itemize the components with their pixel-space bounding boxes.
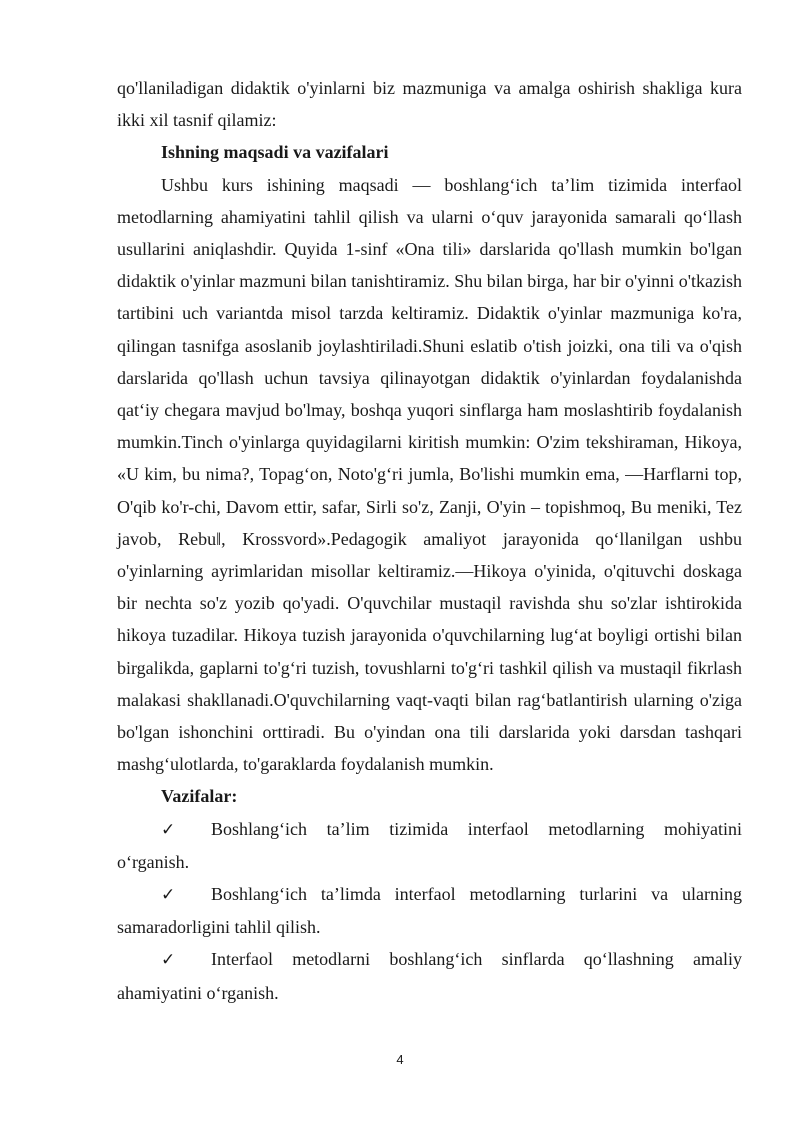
main-paragraph: Ushbu kurs ishining maqsadi — boshlang‘ich ta’lim tizimida interfaol metodlarning ahamiyatini tahlil qilish va ularni o‘quv jarayonida samarali qo‘llash usullarini aniqlashdir. Quyida 1-sinf «Ona tili» darslarida qo'llash mumkin bo'lgan didaktik o'yinlar mazmuni bilan tanishtiramiz. Shu bilan birga, har bir o'yinni o'tkazish tartibini uch variantda misol tarzda keltiramiz. Didaktik o'yinlar mazmuniga ko'ra, qilingan tasnifga asoslanib joylashtiriladi.Shuni eslatib o'tish joizki, ona tili va o'qish darslarida qo'llash uchun tavsiya qilinayotgan didaktik o'yinlardan foydalanishda qat‘iy chegara mavjud bo'lmay, boshqa yuqori sinflarga ham moslashtirib foydalanish mumkin.Tinch o'yinlarga quyidagilarni kiritish mumkin: O'zim tekshiraman, Hikoya, «U kim, bu nima?, Topag‘on, Noto'g‘ri jumla, Bo'lishi mumkin ema, —Harflarni top, O'qib ko'r-chi, Davom ettir, safar, Sirli so'z, Zanji, O'yin – topishmoq, Bu meniki, Tez javob, Rebu‖, Krossvord».Pedagogik amaliyot jarayonida qo‘llanilgan ushbu o'yinlarning ayrimlaridan misollar keltiramiz.—Hikoya o'yinida, o'qituvchi doskaga bir nechta so'z yozib qo'yadi. O'quvchilar mustaqil ravishda shu so'zlar ishtirokida hikoya tuzadilar. Hikoya tuzish jarayonida o'quvchilarning lug‘at boyligi ortishi bilan birgalikda, gaplarni to'g‘ri tuzish, tovushlarni to'g‘ri tashkil qilish va mustaqil fikrlash malakasi shakllanadi.O'quvchilarning vaqt-vaqti bilan rag‘batlantirish ularning o'ziga bo'lgan ishonchini orttiradi. Bu o'yindan ona tili darslarida yoki darsdan tashqari mashg‘ulotlarda, to'garaklarda foydalanish mumkin.: [117, 174, 742, 775]
checkmark-icon: ✓: [161, 885, 176, 906]
task-item-text: Boshlang‘ich ta’limda interfaol metodlarning turlarini va ularning samaradorligini tahlil qilish.: [117, 884, 742, 938]
task-item: [117, 813, 742, 878]
page-number: 4: [396, 1052, 404, 1067]
intro-paragraph: qo'llaniladigan didaktik o'yinlarni biz mazmuniga va amalga oshirish shakliga kura ikki xil tasnif qilamiz:: [117, 78, 742, 131]
checkmark-icon: ✓: [161, 950, 176, 971]
section-heading: Ishning maqsadi va vazifalari: [161, 142, 389, 163]
checkmark-icon: ✓: [161, 819, 176, 840]
task-item-text: Boshlang‘ich ta’lim tizimida interfaol metodlarning mohiyatini o‘rganish.: [117, 818, 742, 872]
page-content: [117, 72, 742, 1009]
tasks-heading: Vazifalar:: [161, 786, 238, 807]
task-item: [117, 878, 742, 943]
task-item-text: Interfaol metodlarni boshlang‘ich sinflarda qo‘llashning amaliy ahamiyatini o‘rganish.: [117, 949, 742, 1003]
task-item: [117, 943, 742, 1008]
